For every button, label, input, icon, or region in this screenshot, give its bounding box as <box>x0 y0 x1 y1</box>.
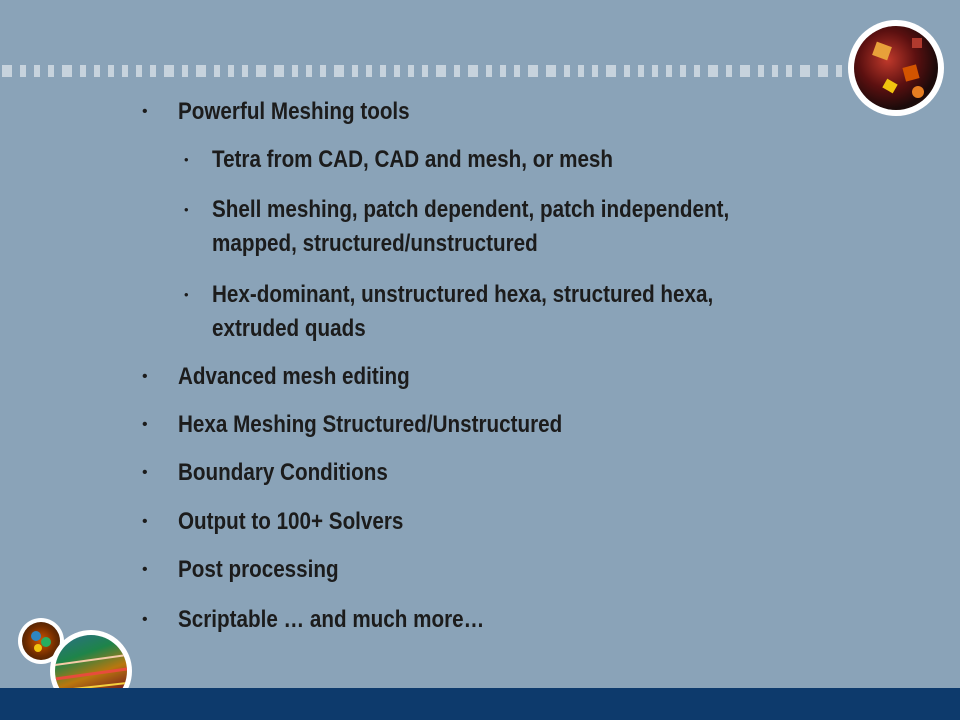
sub-bullet-item-continuation: extruded quads <box>212 315 366 342</box>
bullet-marker: • <box>142 513 148 530</box>
bullet-item: Output to 100+ Solvers <box>178 508 404 535</box>
bullet-marker: • <box>142 103 148 120</box>
bullet-marker: • <box>142 561 148 578</box>
bullet-item: Advanced mesh editing <box>178 363 410 390</box>
bullet-item: Scriptable … and much more… <box>178 606 485 633</box>
bullet-item: Hexa Meshing Structured/Unstructured <box>178 411 563 438</box>
footer-bar <box>0 688 960 720</box>
sub-bullet-marker: • <box>184 287 189 302</box>
sub-bullet-item: Tetra from CAD, CAD and mesh, or mesh <box>212 146 614 173</box>
bullet-marker: • <box>142 464 148 481</box>
bullet-item: Post processing <box>178 556 339 583</box>
sub-bullet-item-continuation: mapped, structured/unstructured <box>212 230 538 257</box>
bullet-item: Powerful Meshing tools <box>178 98 410 125</box>
bullet-marker: • <box>142 368 148 385</box>
sub-bullet-marker: • <box>184 152 189 167</box>
sub-bullet-item: Shell meshing, patch dependent, patch independent, <box>212 196 730 223</box>
bullet-marker: • <box>142 611 148 628</box>
sub-bullet-marker: • <box>184 202 189 217</box>
sub-bullet-item: Hex-dominant, unstructured hexa, structured hexa, <box>212 281 714 308</box>
bullet-item: Boundary Conditions <box>178 459 388 486</box>
bullet-marker: • <box>142 416 148 433</box>
